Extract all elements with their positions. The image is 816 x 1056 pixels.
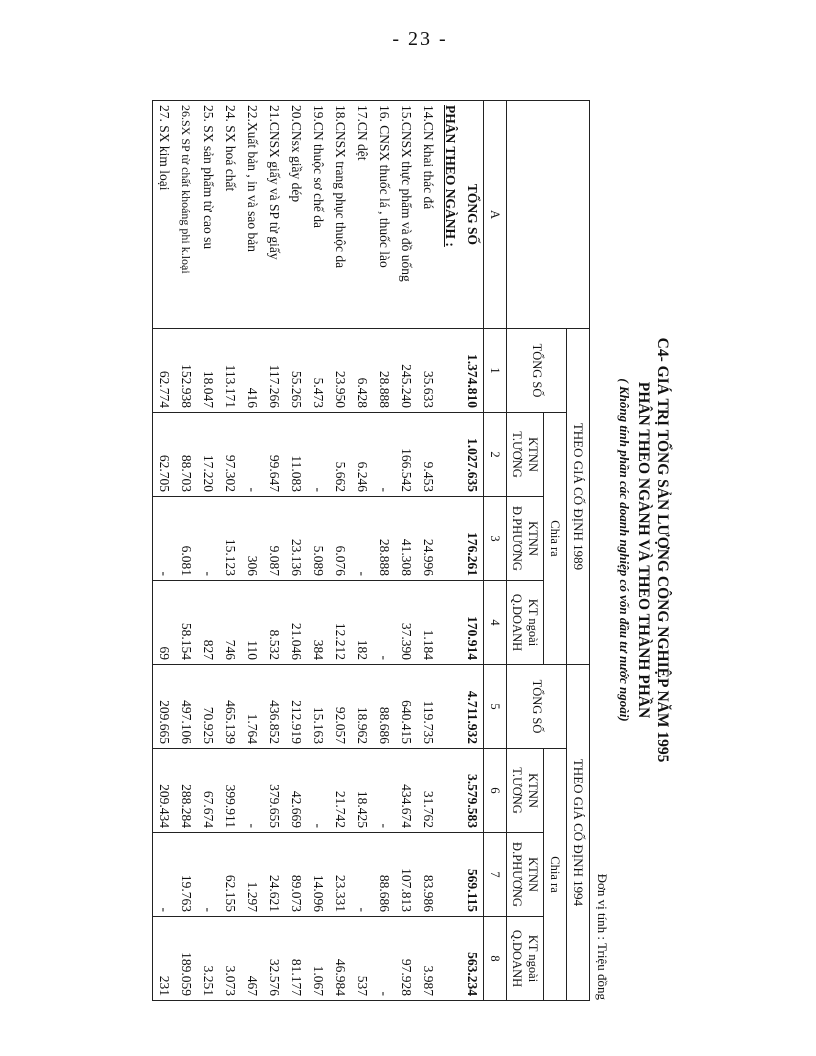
value-cell: 81.177 xyxy=(285,917,307,1001)
header-ktnn-dp-1989: KTNN Đ.PHƯƠNG xyxy=(507,497,544,581)
row-label: 26.SX SP từ chất khoáng phi k.loại xyxy=(175,101,197,329)
value-cell: 1.027.635 xyxy=(461,413,484,497)
value-cell: 827 xyxy=(197,581,219,665)
value-cell: 640.415 xyxy=(395,665,417,749)
col-num: 7 xyxy=(484,833,507,917)
col-num: 8 xyxy=(484,917,507,1001)
table-row xyxy=(329,101,351,1001)
value-cell: 563.234 xyxy=(461,917,484,1001)
value-cell: 23.331 xyxy=(329,833,351,917)
value-cell: 6.246 xyxy=(351,413,373,497)
value-cell: 42.669 xyxy=(285,749,307,833)
value-cell: 21.046 xyxy=(285,581,307,665)
header-ktngoai-1994: KT ngoài Q.DOANH xyxy=(507,917,544,1001)
value-cell: 399.911 xyxy=(219,749,241,833)
rotated-document xyxy=(104,100,674,1000)
table-heading xyxy=(590,100,672,1000)
header-1994: THEO GIÁ CỐ ĐỊNH 1994 xyxy=(567,665,590,1001)
industrial-output-table xyxy=(152,100,590,1001)
col-num: 3 xyxy=(484,497,507,581)
table-row xyxy=(461,101,484,1001)
row-label: 19.CN thuộc sơ chế da xyxy=(307,101,329,329)
value-cell: 6.428 xyxy=(351,329,373,413)
value-cell: 55.265 xyxy=(285,329,307,413)
value-cell: 5.662 xyxy=(329,413,351,497)
header-tong-so-1989: TỔNG SỐ xyxy=(507,329,567,413)
value-cell: 19.763 xyxy=(175,833,197,917)
value-cell: 99.647 xyxy=(263,413,285,497)
value-cell: 62.774 xyxy=(153,329,176,413)
value-cell: 32.576 xyxy=(263,917,285,1001)
value-cell: 83.986 xyxy=(417,833,439,917)
header-ktngoai-1989: KT ngoài Q.DOANH xyxy=(507,581,544,665)
value-cell xyxy=(439,329,461,413)
value-cell: - xyxy=(153,833,176,917)
header-tong-so-1994: TỔNG SỐ xyxy=(507,665,567,749)
value-cell: - xyxy=(153,497,176,581)
value-cell: 37.390 xyxy=(395,581,417,665)
header-ktnn-tu-1989: KTNN T.ƯƠNG xyxy=(507,413,544,497)
row-label: TỔNG SỐ xyxy=(461,101,484,329)
value-cell: - xyxy=(241,749,263,833)
row-label: 16. CNSX thuốc lá , thuốc lào xyxy=(373,101,395,329)
value-cell: 15.123 xyxy=(219,497,241,581)
value-cell: 176.261 xyxy=(461,497,484,581)
value-cell: 182 xyxy=(351,581,373,665)
header-chia-ra-1989: Chia ra xyxy=(544,413,567,665)
value-cell: 189.059 xyxy=(175,917,197,1001)
row-label: 24. SX hoá chất xyxy=(219,101,241,329)
table-row xyxy=(219,101,241,1001)
value-cell: - xyxy=(351,497,373,581)
table-row xyxy=(197,101,219,1001)
value-cell: 62.705 xyxy=(153,413,176,497)
value-cell: 5.089 xyxy=(307,497,329,581)
value-cell: 21.742 xyxy=(329,749,351,833)
value-cell: 41.308 xyxy=(395,497,417,581)
row-label: 27. SX kim loại xyxy=(153,101,176,329)
col-num: 6 xyxy=(484,749,507,833)
value-cell: 18.962 xyxy=(351,665,373,749)
value-cell: 97.928 xyxy=(395,917,417,1001)
value-cell: 5.473 xyxy=(307,329,329,413)
value-cell: 434.674 xyxy=(395,749,417,833)
value-cell: 209.434 xyxy=(153,749,176,833)
page-title: C4- GIÁ TRỊ TỔNG SẢN LƯỢNG CÔNG NGHIỆP NĂM 1995 xyxy=(654,337,671,763)
value-cell: 245.240 xyxy=(395,329,417,413)
value-cell: 9.087 xyxy=(263,497,285,581)
row-label: 18.CNSX trang phục thuộc da xyxy=(329,101,351,329)
col-num: 1 xyxy=(484,329,507,413)
value-cell xyxy=(439,581,461,665)
value-cell: 9.453 xyxy=(417,413,439,497)
value-cell: 67.674 xyxy=(197,749,219,833)
value-cell: 24.996 xyxy=(417,497,439,581)
value-cell: 152.938 xyxy=(175,329,197,413)
header-blank xyxy=(507,101,590,329)
value-cell: 69 xyxy=(153,581,176,665)
row-label: 20.CNsx giầy dép xyxy=(285,101,307,329)
value-cell: 92.057 xyxy=(329,665,351,749)
value-cell xyxy=(439,665,461,749)
col-num: 5 xyxy=(484,665,507,749)
value-cell: 3.251 xyxy=(197,917,219,1001)
col-num: 2 xyxy=(484,413,507,497)
value-cell xyxy=(439,917,461,1001)
value-cell: 18.047 xyxy=(197,329,219,413)
value-cell: 3.987 xyxy=(417,917,439,1001)
value-cell xyxy=(439,833,461,917)
value-cell: 46.984 xyxy=(329,917,351,1001)
value-cell: 117.266 xyxy=(263,329,285,413)
value-cell: - xyxy=(351,833,373,917)
value-cell: 23.136 xyxy=(285,497,307,581)
table-row xyxy=(175,101,197,1001)
value-cell: 107.813 xyxy=(395,833,417,917)
value-cell: 31.762 xyxy=(417,749,439,833)
value-cell: 3.073 xyxy=(219,917,241,1001)
value-cell: 35.633 xyxy=(417,329,439,413)
value-cell: 166.542 xyxy=(395,413,417,497)
col-label-a: A xyxy=(484,101,507,329)
row-label: 15.CNSX thực phẩm và đồ uống xyxy=(395,101,417,329)
value-cell: - xyxy=(373,581,395,665)
value-cell: - xyxy=(373,413,395,497)
value-cell: 1.297 xyxy=(241,833,263,917)
value-cell: - xyxy=(197,833,219,917)
page-subtitle: PHÂN THEO NGÀNH VÀ THEO THÀNH PHẦN xyxy=(635,381,652,719)
value-cell: 288.284 xyxy=(175,749,197,833)
table-row xyxy=(263,101,285,1001)
row-label: PHÂN THEO NGÀNH : xyxy=(439,101,461,329)
value-cell: 1.374.810 xyxy=(461,329,484,413)
value-cell: - xyxy=(373,917,395,1001)
value-cell: 119.735 xyxy=(417,665,439,749)
row-label: 14.CN khai thác đá xyxy=(417,101,439,329)
value-cell: 89.073 xyxy=(285,833,307,917)
table-row xyxy=(307,101,329,1001)
table-row xyxy=(395,101,417,1001)
value-cell: 28.888 xyxy=(373,497,395,581)
exclusion-note: ( Không tính phần các doanh nghiệp có vốn đầu tư nước ngoài) xyxy=(617,378,632,722)
row-label: 17.CN dệt xyxy=(351,101,373,329)
value-cell: - xyxy=(197,497,219,581)
value-cell xyxy=(439,497,461,581)
value-cell: 306 xyxy=(241,497,263,581)
value-cell: 6.076 xyxy=(329,497,351,581)
value-cell: - xyxy=(241,413,263,497)
value-cell: 1.184 xyxy=(417,581,439,665)
value-cell: 24.621 xyxy=(263,833,285,917)
value-cell: 28.888 xyxy=(373,329,395,413)
value-cell: 97.302 xyxy=(219,413,241,497)
value-cell: 113.171 xyxy=(219,329,241,413)
col-num: 4 xyxy=(484,581,507,665)
value-cell xyxy=(439,413,461,497)
value-cell: 62.155 xyxy=(219,833,241,917)
row-label: 21.CNSX giấy và SP từ giấy xyxy=(263,101,285,329)
table-row xyxy=(241,101,263,1001)
value-cell: 467 xyxy=(241,917,263,1001)
header-ktnn-dp-1994: KTNN Đ.PHƯƠNG xyxy=(507,833,544,917)
value-cell: 4.711.932 xyxy=(461,665,484,749)
header-1989: THEO GIÁ CỐ ĐỊNH 1989 xyxy=(567,329,590,665)
value-cell: 3.579.583 xyxy=(461,749,484,833)
value-cell: 23.950 xyxy=(329,329,351,413)
table-row xyxy=(439,101,461,1001)
page-number: - 23 - xyxy=(392,28,448,50)
value-cell: 746 xyxy=(219,581,241,665)
value-cell: 379.655 xyxy=(263,749,285,833)
value-cell: 18.425 xyxy=(351,749,373,833)
row-label: 25. SX sản phẩm từ cao su xyxy=(197,101,219,329)
value-cell: 465.139 xyxy=(219,665,241,749)
value-cell: 537 xyxy=(351,917,373,1001)
row-label: 22.Xuất bản , in và sao bản xyxy=(241,101,263,329)
table-row xyxy=(351,101,373,1001)
table-body xyxy=(153,101,484,1001)
value-cell: 569.115 xyxy=(461,833,484,917)
table-row xyxy=(373,101,395,1001)
value-cell: 88.686 xyxy=(373,833,395,917)
value-cell: 11.083 xyxy=(285,413,307,497)
value-cell: 170.914 xyxy=(461,581,484,665)
value-cell: 6.081 xyxy=(175,497,197,581)
header-chia-ra-1994: Chia ra xyxy=(544,749,567,1001)
value-cell: 1.067 xyxy=(307,917,329,1001)
value-cell: 110 xyxy=(241,581,263,665)
value-cell: - xyxy=(307,749,329,833)
value-cell: - xyxy=(307,413,329,497)
value-cell: 497.106 xyxy=(175,665,197,749)
unit-label: Đơn vị tính : Triệu đồng xyxy=(595,873,610,1000)
value-cell: 58.154 xyxy=(175,581,197,665)
value-cell: 88.703 xyxy=(175,413,197,497)
value-cell: 1.764 xyxy=(241,665,263,749)
value-cell: - xyxy=(373,749,395,833)
value-cell: 212.919 xyxy=(285,665,307,749)
value-cell: 15.163 xyxy=(307,665,329,749)
value-cell: 88.686 xyxy=(373,665,395,749)
value-cell: 436.852 xyxy=(263,665,285,749)
table-row xyxy=(417,101,439,1001)
value-cell: 70.925 xyxy=(197,665,219,749)
value-cell: 12.212 xyxy=(329,581,351,665)
value-cell: 231 xyxy=(153,917,176,1001)
value-cell xyxy=(439,749,461,833)
value-cell: 416 xyxy=(241,329,263,413)
table-row xyxy=(153,101,176,1001)
value-cell: 384 xyxy=(307,581,329,665)
value-cell: 8.532 xyxy=(263,581,285,665)
value-cell: 14.096 xyxy=(307,833,329,917)
header-ktnn-tu-1994: KTNN T.ƯƠNG xyxy=(507,749,544,833)
value-cell: 209.665 xyxy=(153,665,176,749)
table-row xyxy=(285,101,307,1001)
value-cell: 17.220 xyxy=(197,413,219,497)
